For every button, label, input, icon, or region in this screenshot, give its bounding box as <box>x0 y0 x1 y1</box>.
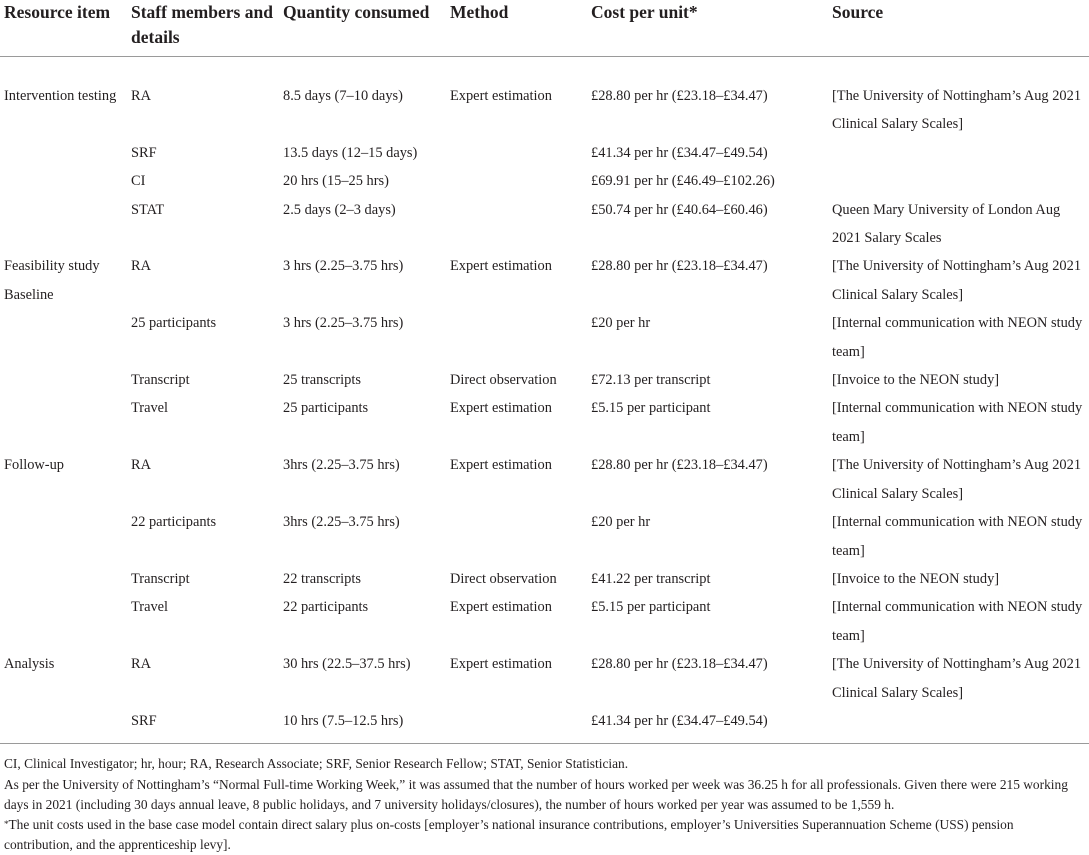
cell-resource-item: Feasibility study Baseline <box>4 258 100 303</box>
cell-cost-per-unit: £41.22 per transcript <box>591 570 711 587</box>
cell-staff-members: RA <box>131 656 151 673</box>
cell-resource-item: Follow-up <box>4 457 64 474</box>
cell-staff-members: Travel <box>131 400 169 417</box>
footnote-text: The unit costs used in the base case model contain direct salary plus on-costs [employer’s national insurance contributions, employer’s Universities Superannuation Scheme (USS) pension contribution, and the apprenticeship levy]. <box>4 816 1014 853</box>
table-row <box>0 309 1089 366</box>
cell-resource-item <box>0 707 127 744</box>
cell-method <box>446 508 587 565</box>
cell-source: [Internal communication with NEON study team] <box>832 599 1083 644</box>
abbreviations-note: CI, Clinical Investigator; hr, hour; RA, Research Associate; SRF, Senior Research Fellow; STAT, Senior Statistician. <box>4 756 629 772</box>
cell-method <box>446 139 587 167</box>
cell-method: Expert estimation <box>450 599 552 616</box>
table-row <box>0 167 1089 195</box>
cell-staff-members: Travel <box>131 599 169 616</box>
cell-staff-members: Transcript <box>131 372 190 389</box>
cell-source: [Internal communication with NEON study team] <box>832 315 1083 360</box>
cell-resource-item <box>0 196 127 253</box>
cell-source: [Internal communication with NEON study team] <box>832 400 1083 445</box>
cell-cost-per-unit: £20 per hr <box>591 514 651 531</box>
cell-cost-per-unit: £28.80 per hr (£23.18–£34.47) <box>591 656 768 673</box>
cell-cost-per-unit: £5.15 per participant <box>591 400 711 417</box>
cell-resource-item: Analysis <box>4 656 55 673</box>
cell-cost-per-unit: £72.13 per transcript <box>591 372 711 389</box>
table-row <box>0 451 1089 508</box>
cell-resource-item <box>0 366 127 394</box>
cell-cost-per-unit: £69.91 per hr (£46.49–£102.26) <box>591 173 775 190</box>
cell-resource-item <box>0 565 127 593</box>
cell-quantity: 25 transcripts <box>283 372 361 389</box>
cell-staff-members: CI <box>131 173 146 190</box>
cell-cost-per-unit: £28.80 per hr (£23.18–£34.47) <box>591 457 768 474</box>
cell-source: [The University of Nottingham’s Aug 2021 Clinical Salary Scales] <box>832 656 1082 701</box>
cell-staff-members: 25 participants <box>131 315 217 332</box>
cell-cost-per-unit: £5.15 per participant <box>591 599 711 616</box>
cell-method <box>446 309 587 366</box>
cell-staff-members: 22 participants <box>131 514 217 531</box>
cell-source: [Invoice to the NEON study] <box>832 372 1000 389</box>
table-row <box>0 565 1089 593</box>
table-notes <box>0 744 1089 855</box>
cell-resource-item <box>0 508 127 565</box>
cell-method: Expert estimation <box>450 88 552 104</box>
cell-resource-item <box>0 394 127 451</box>
cell-method <box>446 707 587 744</box>
cell-resource-item <box>0 309 127 366</box>
footnote-marker: * <box>4 818 9 829</box>
cell-staff-members: RA <box>131 88 151 104</box>
cell-method <box>446 196 587 253</box>
cell-quantity: 30 hrs (22.5–37.5 hrs) <box>283 656 411 673</box>
header-cost-per-unit: Cost per unit* <box>587 0 828 57</box>
cell-quantity: 13.5 days (12–15 days) <box>283 144 418 161</box>
cell-resource-item <box>0 167 127 195</box>
table-row <box>0 57 1089 139</box>
cell-staff-members: RA <box>131 258 151 275</box>
cell-method: Expert estimation <box>450 457 552 474</box>
cell-quantity: 3 hrs (2.25–3.75 hrs) <box>283 315 404 332</box>
header-resource-item: Resource item <box>0 0 127 57</box>
cell-source <box>828 139 1089 167</box>
table-row <box>0 508 1089 565</box>
cell-quantity: 8.5 days (7–10 days) <box>283 88 403 104</box>
cell-source: Queen Mary University of London Aug 2021 Salary Scales <box>832 201 1061 247</box>
cell-cost-per-unit: £41.34 per hr (£34.47–£49.54) <box>587 707 828 744</box>
header-quantity-consumed: Quantity consumed <box>279 0 446 57</box>
cell-source: [Internal communication with NEON study team] <box>832 514 1083 559</box>
cell-quantity: 10 hrs (7.5–12.5 hrs) <box>279 707 446 744</box>
cell-method: Direct observation <box>450 570 557 587</box>
cell-resource-item: Intervention testing <box>4 88 117 104</box>
cell-resource-item <box>0 139 127 167</box>
cell-quantity: 22 transcripts <box>283 570 361 587</box>
header-method: Method <box>446 0 587 57</box>
cell-cost-per-unit: £28.80 per hr (£23.18–£34.47) <box>591 88 768 104</box>
cell-method: Expert estimation <box>450 400 552 417</box>
table-row <box>0 196 1089 253</box>
cell-cost-per-unit: £28.80 per hr (£23.18–£34.47) <box>591 258 768 275</box>
cell-cost-per-unit: £20 per hr <box>591 315 651 332</box>
cell-source <box>828 707 1089 744</box>
table-row <box>0 366 1089 394</box>
cell-source: [Invoice to the NEON study] <box>832 570 1000 587</box>
cell-method: Expert estimation <box>450 258 552 275</box>
cell-cost-per-unit: £41.34 per hr (£34.47–£49.54) <box>591 144 768 161</box>
table-header <box>0 0 1089 57</box>
working-hours-note: As per the University of Nottingham’s “Normal Full-time Working Week,” it was assumed that the number of hours worked per week was 36.25 h for all professionals. Given there were 215 working days in 2021 (including 30 days annual leave, 8 public holidays, and 7 university holidays/closures), the number of hours worked per year was assumed to be 1,559 h. <box>4 776 1068 812</box>
cell-staff-members: Transcript <box>131 570 190 587</box>
cell-resource-item <box>0 593 127 650</box>
cell-quantity: 2.5 days (2–3 days) <box>283 201 396 218</box>
table-row <box>0 139 1089 167</box>
cell-staff-members: SRF <box>131 144 157 161</box>
cell-staff-members: RA <box>131 457 151 474</box>
cell-quantity: 3 hrs (2.25–3.75 hrs) <box>283 258 404 275</box>
cell-staff-members: STAT <box>131 201 165 218</box>
table-row <box>0 394 1089 451</box>
cell-source: [The University of Nottingham’s Aug 2021 Clinical Salary Scales] <box>832 258 1082 303</box>
cell-method: Expert estimation <box>450 656 552 673</box>
table-row <box>0 252 1089 309</box>
table-body <box>0 57 1089 744</box>
cell-quantity: 3hrs (2.25–3.75 hrs) <box>283 514 400 531</box>
cell-source <box>828 167 1089 195</box>
header-row <box>0 0 1089 57</box>
table-row <box>0 650 1089 707</box>
table-row <box>0 593 1089 650</box>
table-row <box>0 707 1089 744</box>
header-source: Source <box>828 0 1089 57</box>
cell-source: [The University of Nottingham’s Aug 2021 Clinical Salary Scales] <box>832 457 1082 502</box>
cell-quantity: 3hrs (2.25–3.75 hrs) <box>283 457 400 474</box>
cell-cost-per-unit: £50.74 per hr (£40.64–£60.46) <box>591 201 768 218</box>
cell-quantity: 20 hrs (15–25 hrs) <box>283 173 389 190</box>
cell-method: Direct observation <box>450 372 557 389</box>
header-staff-members: Staff members and details <box>127 0 279 57</box>
cell-quantity: 25 participants <box>283 400 369 417</box>
cell-quantity: 22 participants <box>283 599 369 616</box>
cell-method <box>446 167 587 195</box>
cell-source: [The University of Nottingham’s Aug 2021 Clinical Salary Scales] <box>832 88 1082 133</box>
cell-staff-members: SRF <box>127 707 279 744</box>
